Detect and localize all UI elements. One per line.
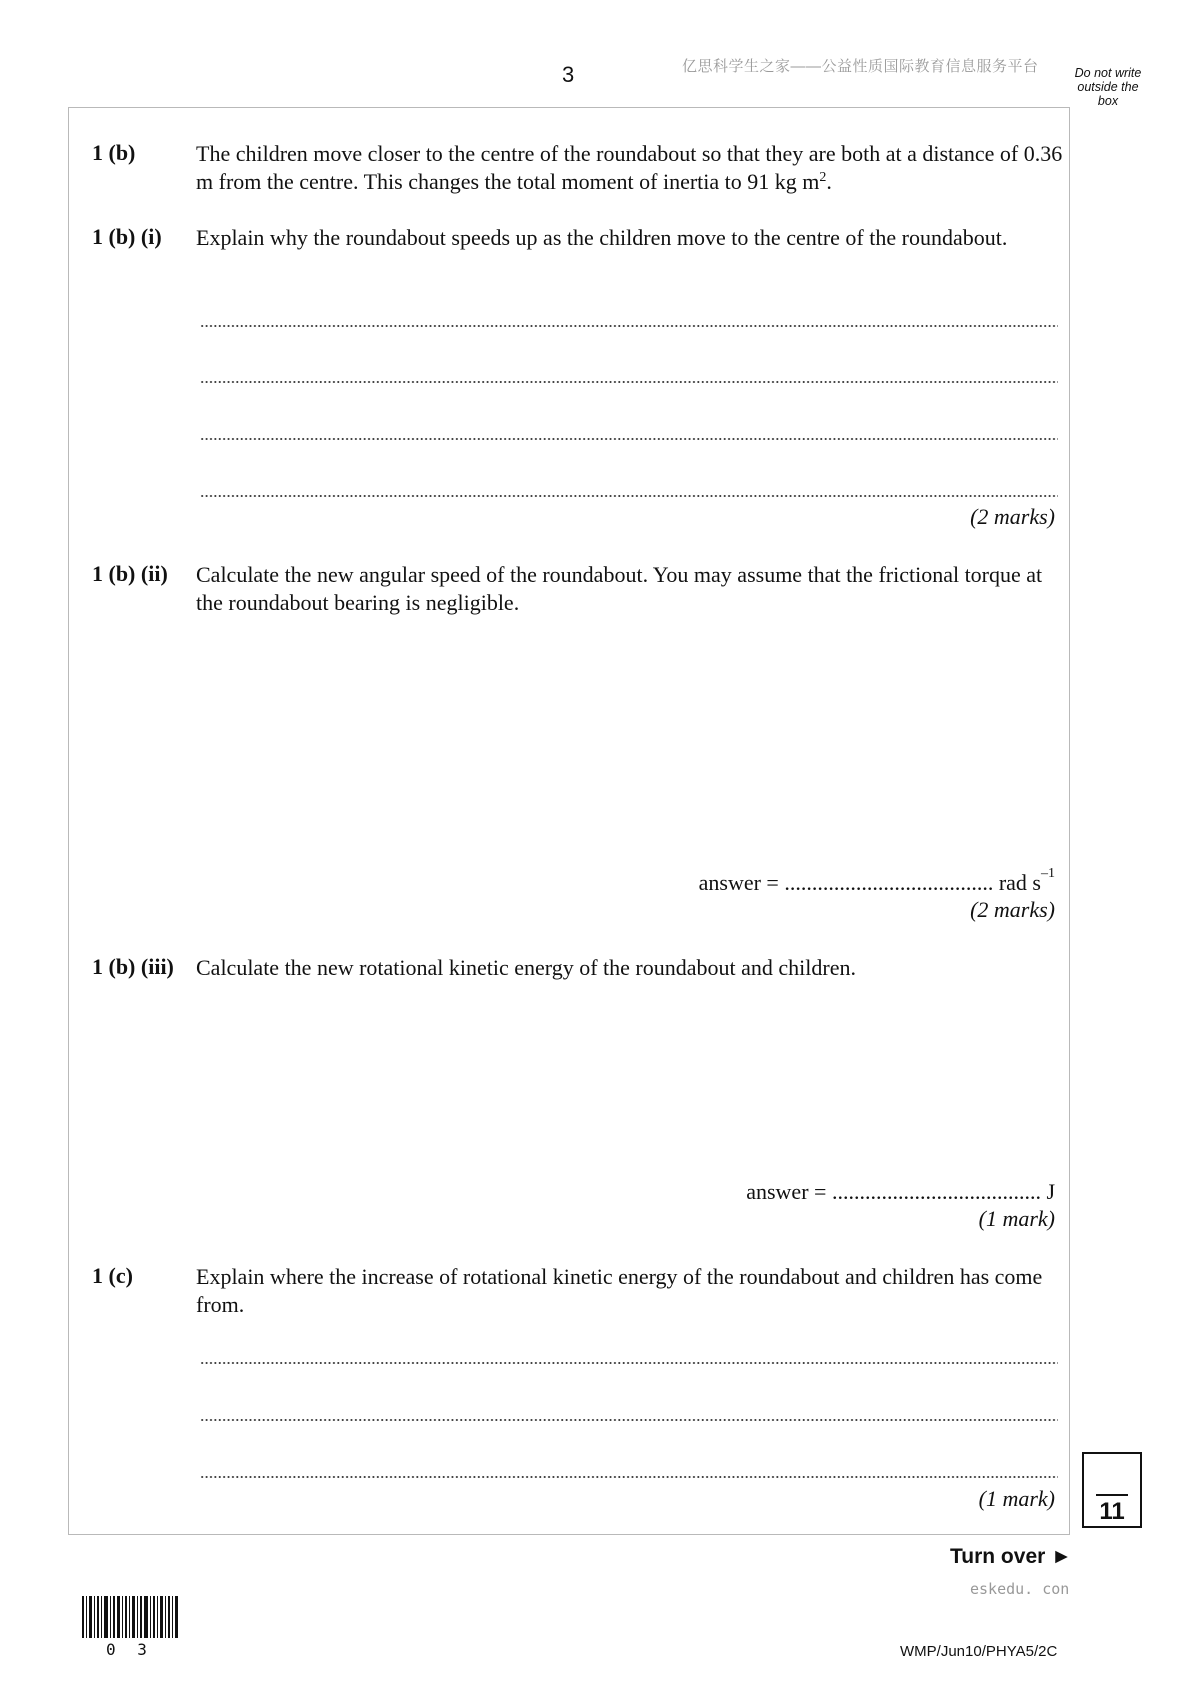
answer-unit-superscript: –1	[1041, 866, 1055, 881]
answer-unit: rad s	[993, 870, 1041, 895]
answer-dots: ......................................	[784, 870, 994, 895]
marks-1c: (1 mark)	[978, 1486, 1055, 1511]
answer-line-1c-1[interactable]	[200, 1361, 1058, 1365]
answer-prefix: answer =	[698, 870, 785, 895]
question-text-1c: Explain where the increase of rotational kinetic energy of the roundabout and children has come from.	[196, 1264, 1043, 1317]
answer-prefix: answer =	[746, 1179, 832, 1204]
barcode-number: 0 3	[106, 1640, 153, 1659]
question-text-1b-ii: Calculate the new angular speed of the roundabout. You may assume that the frictional torque at the roundabout bearing is negligible.	[196, 562, 1043, 615]
answer-line-1b-i-4[interactable]	[200, 494, 1058, 498]
score-rule	[1096, 1494, 1128, 1496]
answer-field-1b-ii[interactable]	[698, 866, 1055, 896]
page-total-marks: 11	[1099, 1498, 1125, 1525]
marks-1b-i: (2 marks)	[970, 504, 1055, 529]
answer-line-1b-i-3[interactable]	[200, 437, 1058, 441]
marks-1b-ii: (2 marks)	[970, 897, 1055, 922]
answer-line-1b-i-2[interactable]	[200, 380, 1058, 384]
answer-dots: ......................................	[831, 1179, 1041, 1204]
answer-line-1c-3[interactable]	[200, 1475, 1058, 1479]
question-text-1b-superscript: 2	[819, 170, 827, 185]
turn-over-label: Turn over ►	[950, 1545, 1072, 1568]
footer-watermark: eskedu. con	[970, 1580, 1070, 1598]
header-watermark: 亿思科学生之家——公益性质国际教育信息服务平台	[682, 58, 1039, 75]
answer-box	[68, 107, 1070, 1535]
question-text-1b-main: The children move closer to the centre of the roundabout so that they are both at a distance of 0.36 m from the centre. This changes the total moment of inertia to 91 kg m	[196, 141, 1063, 194]
margin-note: Do not write outside the box	[1074, 66, 1142, 108]
question-label-1b-iii: 1 (b) (iii)	[92, 954, 174, 979]
page-score-box	[1082, 1452, 1142, 1528]
question-label-1b-ii: 1 (b) (ii)	[92, 561, 168, 586]
page-number: 3	[562, 62, 575, 87]
barcode	[82, 1596, 178, 1638]
question-text-1b	[196, 140, 1066, 196]
question-label-1c: 1 (c)	[92, 1263, 133, 1288]
answer-unit: J	[1040, 1179, 1055, 1204]
question-text-1b-i: Explain why the roundabout speeds up as the children move to the centre of the roundabout.	[196, 225, 1008, 250]
marks-1b-iii: (1 mark)	[978, 1206, 1055, 1231]
question-label-1b-i: 1 (b) (i)	[92, 224, 162, 249]
answer-line-1c-2[interactable]	[200, 1418, 1058, 1422]
question-text-1b-iii: Calculate the new rotational kinetic energy of the roundabout and children.	[196, 955, 856, 980]
paper-reference: WMP/Jun10/PHYA5/2C	[900, 1643, 1058, 1660]
answer-field-1b-iii[interactable]	[746, 1179, 1055, 1205]
answer-line-1b-i-1[interactable]	[200, 324, 1058, 328]
question-label-1b: 1 (b)	[92, 140, 136, 165]
question-text-1b-end: .	[826, 169, 832, 194]
